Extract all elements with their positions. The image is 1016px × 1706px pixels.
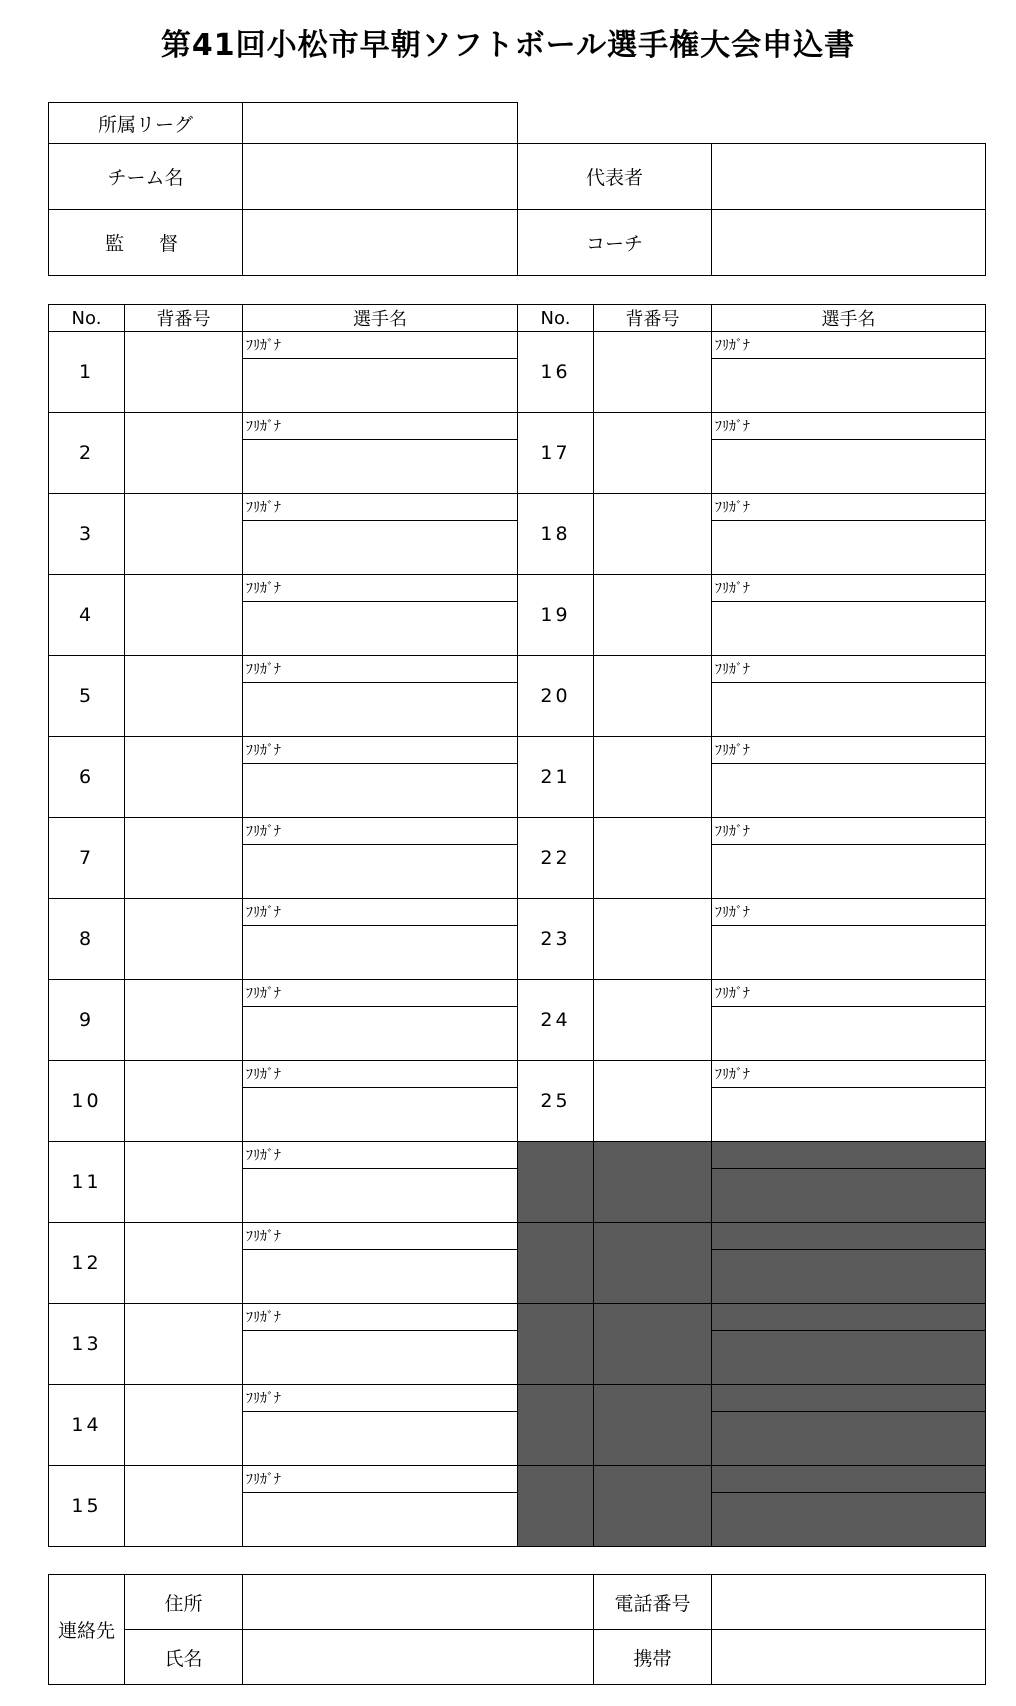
uniform-number-field[interactable]: [594, 818, 712, 899]
disabled-cell: [518, 1304, 594, 1385]
team-name-label: チーム名: [49, 144, 243, 210]
player-name-field[interactable]: [243, 359, 518, 413]
uniform-number-field[interactable]: [125, 1223, 243, 1304]
disabled-cell: [712, 1169, 986, 1223]
form-title: 第41回小松市早朝ソフトボール選手権大会申込書: [160, 28, 856, 63]
team-info-table: [48, 102, 986, 276]
player-name-field[interactable]: [712, 683, 986, 737]
league-field[interactable]: [243, 103, 518, 144]
coach-label: コーチ: [518, 210, 712, 276]
disabled-cell: [594, 1385, 712, 1466]
furigana-label: ﾌﾘｶﾞﾅ: [243, 494, 518, 521]
player-name-field[interactable]: [243, 1169, 518, 1223]
furigana-label: ﾌﾘｶﾞﾅ: [243, 413, 518, 440]
address-label: 住所: [125, 1575, 243, 1630]
player-name-field[interactable]: [712, 1088, 986, 1142]
player-name-field[interactable]: [243, 1007, 518, 1061]
furigana-label: ﾌﾘｶﾞﾅ: [712, 332, 986, 359]
player-number: 15: [49, 1466, 125, 1547]
disabled-cell: [594, 1142, 712, 1223]
furigana-label: ﾌﾘｶﾞﾅ: [712, 818, 986, 845]
player-name-field[interactable]: [712, 602, 986, 656]
team-name-field[interactable]: [243, 144, 518, 210]
contact-name-field[interactable]: [243, 1630, 594, 1685]
disabled-cell: [712, 1412, 986, 1466]
furigana-label: ﾌﾘｶﾞﾅ: [243, 1385, 518, 1412]
uniform-number-field[interactable]: [125, 656, 243, 737]
player-number: 21: [518, 737, 594, 818]
furigana-label: ﾌﾘｶﾞﾅ: [712, 737, 986, 764]
uniform-number-field[interactable]: [125, 899, 243, 980]
col-player-right: 選手名: [712, 305, 986, 332]
player-name-field[interactable]: [243, 602, 518, 656]
player-number: 23: [518, 899, 594, 980]
col-no-left: No.: [49, 305, 125, 332]
player-name-field[interactable]: [243, 926, 518, 980]
furigana-label: ﾌﾘｶﾞﾅ: [243, 1223, 518, 1250]
player-name-field[interactable]: [712, 764, 986, 818]
player-name-field[interactable]: [243, 764, 518, 818]
player-name-field[interactable]: [243, 1088, 518, 1142]
uniform-number-field[interactable]: [594, 1061, 712, 1142]
player-number: 3: [49, 494, 125, 575]
player-number: 20: [518, 656, 594, 737]
player-number: 11: [49, 1142, 125, 1223]
player-name-field[interactable]: [712, 926, 986, 980]
league-label: 所属リーグ: [49, 103, 243, 144]
mobile-label: 携帯: [594, 1630, 712, 1685]
col-uniform-left: 背番号: [125, 305, 243, 332]
player-name-field[interactable]: [243, 1331, 518, 1385]
player-number: 7: [49, 818, 125, 899]
uniform-number-field[interactable]: [125, 1466, 243, 1547]
contact-table: [48, 1574, 986, 1685]
player-name-field[interactable]: [243, 1493, 518, 1547]
player-name-field[interactable]: [243, 683, 518, 737]
uniform-number-field[interactable]: [594, 332, 712, 413]
uniform-number-field[interactable]: [125, 1385, 243, 1466]
player-name-field[interactable]: [712, 359, 986, 413]
player-number: 13: [49, 1304, 125, 1385]
disabled-cell: [712, 1304, 986, 1331]
representative-field[interactable]: [712, 144, 986, 210]
roster-table: [48, 304, 986, 1547]
disabled-cell: [712, 1466, 986, 1493]
player-number: 5: [49, 656, 125, 737]
furigana-label: ﾌﾘｶﾞﾅ: [243, 1304, 518, 1331]
player-number: 8: [49, 899, 125, 980]
furigana-label: ﾌﾘｶﾞﾅ: [712, 575, 986, 602]
uniform-number-field[interactable]: [125, 737, 243, 818]
uniform-number-field[interactable]: [125, 1142, 243, 1223]
disabled-cell: [518, 1466, 594, 1547]
uniform-number-field[interactable]: [594, 737, 712, 818]
furigana-label: ﾌﾘｶﾞﾅ: [243, 1061, 518, 1088]
phone-field[interactable]: [712, 1575, 986, 1630]
manager-field[interactable]: [243, 210, 518, 276]
furigana-label: ﾌﾘｶﾞﾅ: [243, 332, 518, 359]
player-name-field[interactable]: [243, 440, 518, 494]
coach-field[interactable]: [712, 210, 986, 276]
disabled-cell: [594, 1466, 712, 1547]
phone-label: 電話番号: [594, 1575, 712, 1630]
uniform-number-field[interactable]: [125, 1061, 243, 1142]
col-player-left: 選手名: [243, 305, 518, 332]
disabled-cell: [594, 1223, 712, 1304]
furigana-label: ﾌﾘｶﾞﾅ: [243, 737, 518, 764]
col-no-right: No.: [518, 305, 594, 332]
uniform-number-field[interactable]: [125, 1304, 243, 1385]
player-number: 25: [518, 1061, 594, 1142]
player-name-field[interactable]: [712, 1007, 986, 1061]
disabled-cell: [594, 1304, 712, 1385]
furigana-label: ﾌﾘｶﾞﾅ: [712, 494, 986, 521]
disabled-cell: [518, 1385, 594, 1466]
uniform-number-field[interactable]: [594, 494, 712, 575]
manager-label: 監 督: [49, 210, 243, 276]
furigana-label: ﾌﾘｶﾞﾅ: [243, 818, 518, 845]
uniform-number-field[interactable]: [125, 332, 243, 413]
player-number: 4: [49, 575, 125, 656]
furigana-label: ﾌﾘｶﾞﾅ: [243, 980, 518, 1007]
player-number: 6: [49, 737, 125, 818]
uniform-number-field[interactable]: [594, 980, 712, 1061]
furigana-label: ﾌﾘｶﾞﾅ: [712, 899, 986, 926]
furigana-label: ﾌﾘｶﾞﾅ: [712, 656, 986, 683]
representative-label: 代表者: [518, 144, 712, 210]
uniform-number-field[interactable]: [125, 818, 243, 899]
player-name-field[interactable]: [712, 845, 986, 899]
player-name-field[interactable]: [243, 1250, 518, 1304]
disabled-cell: [712, 1493, 986, 1547]
furigana-label: ﾌﾘｶﾞﾅ: [712, 1061, 986, 1088]
furigana-label: ﾌﾘｶﾞﾅ: [243, 1466, 518, 1493]
col-uniform-right: 背番号: [594, 305, 712, 332]
player-number: 14: [49, 1385, 125, 1466]
address-field[interactable]: [243, 1575, 594, 1630]
furigana-label: ﾌﾘｶﾞﾅ: [243, 656, 518, 683]
disabled-cell: [518, 1142, 594, 1223]
uniform-number-field[interactable]: [594, 413, 712, 494]
uniform-number-field[interactable]: [125, 494, 243, 575]
disabled-cell: [712, 1331, 986, 1385]
furigana-label: ﾌﾘｶﾞﾅ: [243, 1142, 518, 1169]
player-name-field[interactable]: [712, 440, 986, 494]
player-number: 24: [518, 980, 594, 1061]
mobile-field[interactable]: [712, 1630, 986, 1685]
uniform-number-field[interactable]: [594, 575, 712, 656]
furigana-label: ﾌﾘｶﾞﾅ: [243, 575, 518, 602]
player-number: 9: [49, 980, 125, 1061]
player-number: 19: [518, 575, 594, 656]
disabled-cell: [712, 1142, 986, 1169]
player-name-field[interactable]: [243, 521, 518, 575]
player-number: 12: [49, 1223, 125, 1304]
player-number: 17: [518, 413, 594, 494]
contact-label: 連絡先: [49, 1575, 125, 1685]
uniform-number-field[interactable]: [125, 575, 243, 656]
disabled-cell: [712, 1385, 986, 1412]
uniform-number-field[interactable]: [125, 413, 243, 494]
contact-name-label: 氏名: [125, 1630, 243, 1685]
player-name-field[interactable]: [243, 1412, 518, 1466]
player-number: 22: [518, 818, 594, 899]
furigana-label: ﾌﾘｶﾞﾅ: [712, 413, 986, 440]
player-number: 18: [518, 494, 594, 575]
player-name-field[interactable]: [712, 521, 986, 575]
disabled-cell: [712, 1223, 986, 1250]
player-number: 2: [49, 413, 125, 494]
uniform-number-field[interactable]: [594, 656, 712, 737]
uniform-number-field[interactable]: [125, 980, 243, 1061]
disabled-cell: [712, 1250, 986, 1304]
furigana-label: ﾌﾘｶﾞﾅ: [712, 980, 986, 1007]
player-number: 1: [49, 332, 125, 413]
player-number: 16: [518, 332, 594, 413]
player-name-field[interactable]: [243, 845, 518, 899]
disabled-cell: [518, 1223, 594, 1304]
player-number: 10: [49, 1061, 125, 1142]
uniform-number-field[interactable]: [594, 899, 712, 980]
furigana-label: ﾌﾘｶﾞﾅ: [243, 899, 518, 926]
